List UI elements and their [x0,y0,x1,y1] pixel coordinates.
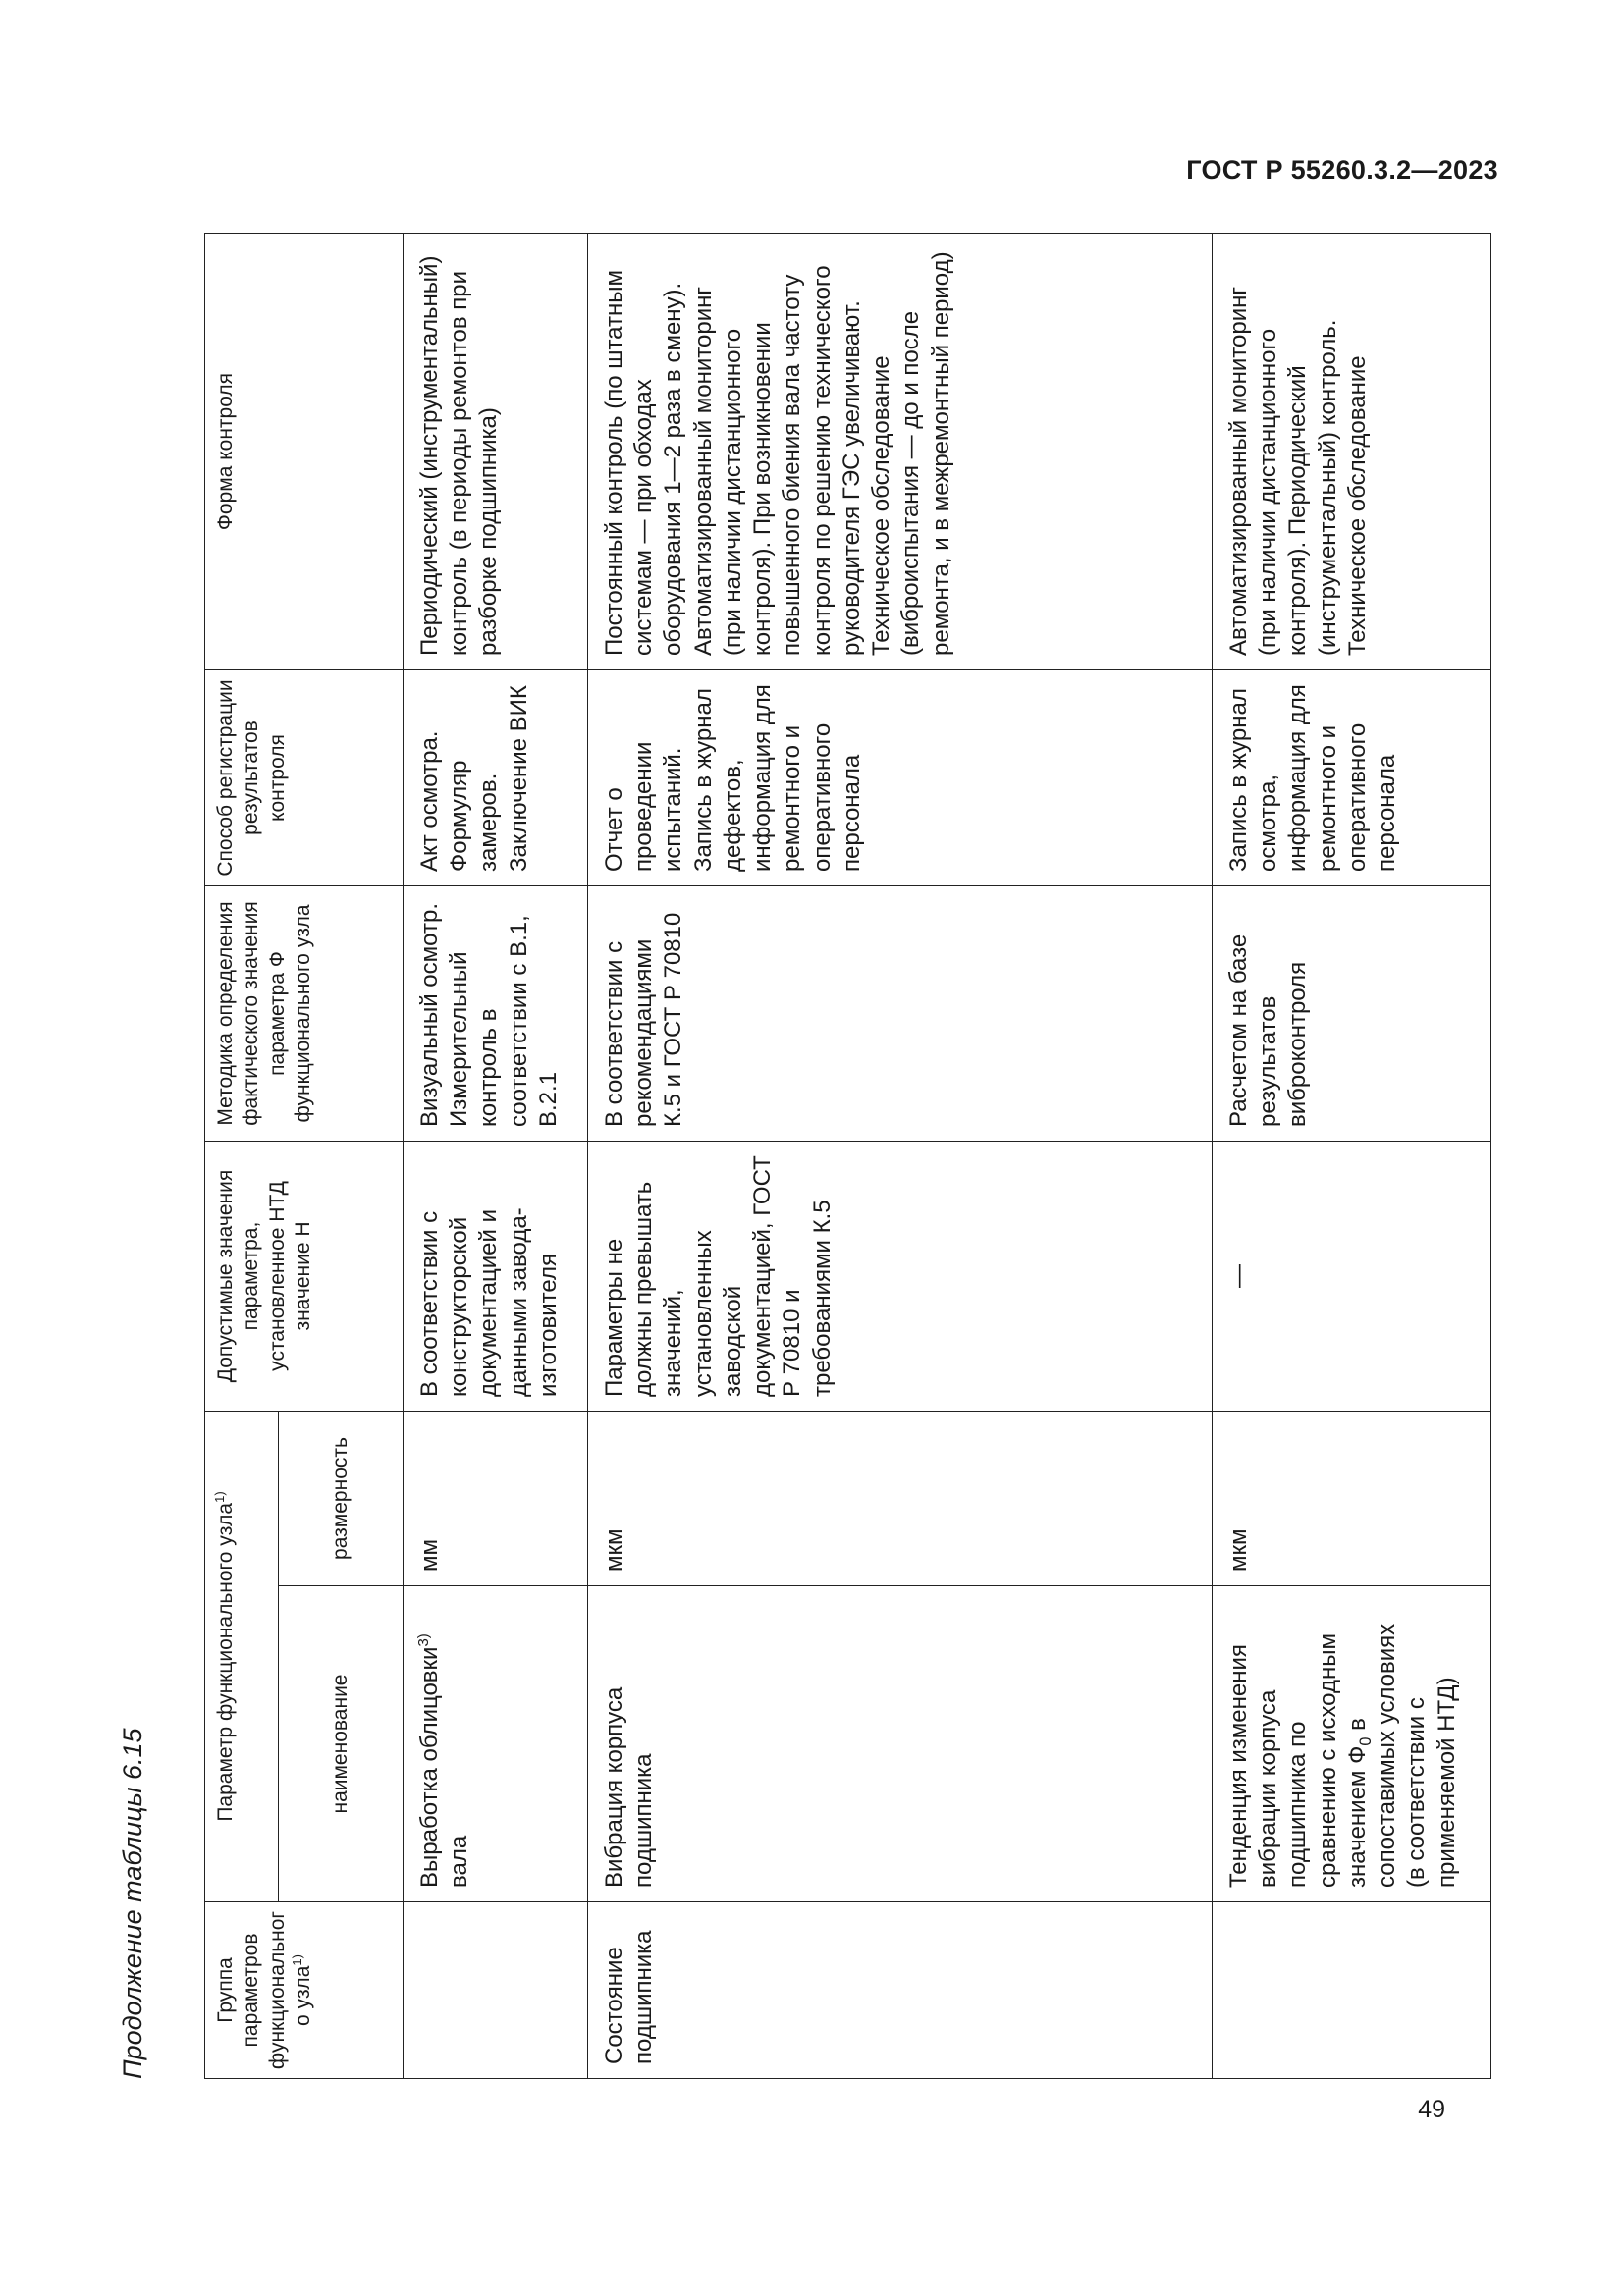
header-unit: размерность [279,1412,404,1586]
cell-unit: мм [404,1412,588,1586]
cell-allowed: — [1213,1142,1491,1412]
cell-name: Выработка облицовки$^{3)}$ вала [404,1586,588,1902]
cell-allowed: Параметры не должны превышать значений, установленных заводской документацией, ГОСТ Р 70810 и требованиями К.5 [588,1142,1213,1412]
header-registration: Способ регистрации результатов контроля [205,670,404,886]
cell-method: Расчетом на базе результатов виброконтроля [1213,886,1491,1142]
header-form: Форма контроля [205,234,404,670]
cell-method: Визуальный осмотр. Измерительный контроль в соответствии с В.1, В.2.1 [404,886,588,1142]
cell-form: Постоянный контроль (по штатным системам — при обходах оборудования 1—2 раза в смену). Автоматизированный мониторинг (при наличии дистанционного контроля). При возникновении повышенного биения вала частоту контроля по решению технического руководителя ГЭС увеличивают. Техническое обследование (виброиспытания — до и после ремонта, и в межремонтный период) [588,234,1213,670]
cell-group [1213,1902,1491,2079]
table-row [1213,234,1491,2079]
cell-registration: Отчет о проведении испытаний. Запись в журнал дефектов, информация для ремонтного и оперативного персонала [588,670,1213,886]
cell-form: Периодический (инструментальный) контроль (в периоды ремонтов при разборке подшипника) [404,234,588,670]
cell-name: Тенденция изменения вибрации корпуса подшипника по сравнению с исходным значением $Ф_0$ в сопоставимых условиях (в соответствии с применяемой НТД) [1213,1586,1491,1902]
header-method: Методика определения фактического значения параметра Ф функционального узла [205,886,404,1142]
document-id: ГОСТ Р 55260.3.2—2023 [1186,155,1498,185]
cell-group [404,1902,588,2079]
cell-unit: мкм [1213,1412,1491,1586]
cell-unit: мкм [588,1412,1213,1586]
header-param: Параметр функционального узла$^{1)}$ [205,1412,279,1902]
cell-method: В соответствии с рекомендациями К.5 и ГОСТ Р 70810 [588,886,1213,1142]
table-row [404,234,588,2079]
table-row [588,234,1213,2079]
cell-group: Состояние подшипника [588,1902,1213,2079]
rotated-table-page [106,234,1481,2079]
cell-form: Автоматизированный мониторинг (при наличии дистанционного контроля). Периодический (инструментальный) контроль. Техническое обследование [1213,234,1491,670]
table-caption: Продолжение таблицы 6.15 [118,1728,147,2079]
cell-allowed: В соответствии с конструкторской документацией и данными завода-изготовителя [404,1142,588,1412]
cell-registration: Акт осмотра. Формуляр замеров. Заключение ВИК [404,670,588,886]
header-group: Группа параметров функционального узла$^{1)}$ [205,1902,404,2079]
header-allowed: Допустимые значения параметра, установленное НТД значение Н [205,1142,404,1412]
page-number: 49 [1418,2096,1445,2123]
cell-registration: Запись в журнал осмотра, информация для ремонтного и оперативного персонала [1213,670,1491,886]
header-name: наименование [279,1586,404,1902]
cell-name: Вибрация корпуса подшипника [588,1586,1213,1902]
parameters-table [204,233,1491,2079]
